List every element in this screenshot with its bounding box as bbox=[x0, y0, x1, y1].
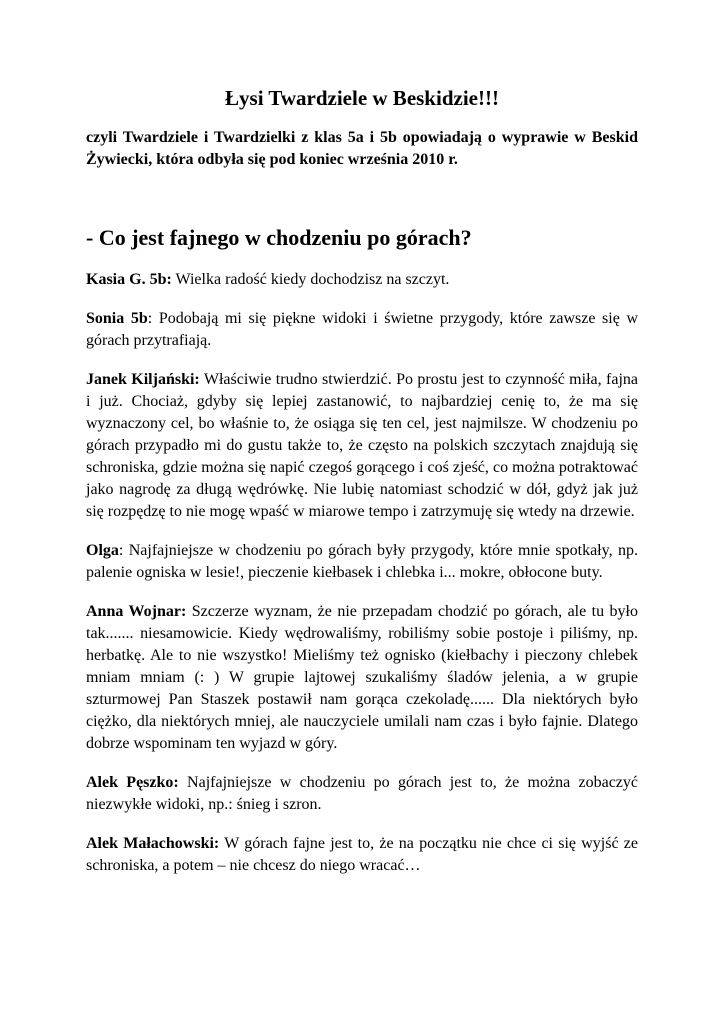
answer-text: Właściwie trudno stwierdzić. Po prostu jest to czynność miła, fajna i już. Chociaż, gdyby się lepiej zastanowić, to najbardziej cenię to, że ma się wyznaczony cel, bo właśnie to, że osiąga się ten cel, jest najmilsze. W chodzeniu po górach przypadło mi do gustu także to, że często na polskich szczytach znajdują się schroniska, gdzie można się napić czegoś gorącego i coś zjeść, co można potraktować jako nagrodę za długą wędrówkę. Nie lubię natomiast schodzić w dół, gdyż jak już się rozpędzę to nie mogę wpaść w miarowe tempo i zatrzymuję się wtedy na drzewie. bbox=[86, 371, 638, 520]
answer-paragraph bbox=[86, 308, 638, 352]
answer-text: W górach fajne jest to, że na początku nie chce ci się wyjść ze schroniska, a potem – nie chcesz do niego wracać… bbox=[86, 835, 639, 874]
answer-paragraph bbox=[86, 540, 638, 584]
document-page bbox=[86, 84, 638, 894]
answer-text: Szczerze wyznam, że nie przepadam chodzić po górach, ale tu było tak....... niesamowicie. Kiedy wędrowaliśmy, robiliśmy sobie postoje i piliśmy, np. herbatkę. Ale to nie wszystko! Mieliśmy też ognisko (kiełbachy i pieczony chlebek mniam mniam (: ) W grupie lajtowej szukaliśmy śladów jelenia, a w grupie szturmowej Pan Staszek postawił nam gorąca czekoladę...... Dla niektórych było ciężko, dla niektórych mniej, ale nauczyciele umilali nam czas i było fajnie. Dlatego dobrze wspominam ten wyjazd w góry. bbox=[86, 603, 639, 752]
document-title: Łysi Twardziele w Beskidzie!!! bbox=[225, 86, 499, 110]
speaker-name: Kasia G. 5b: bbox=[86, 271, 172, 288]
speaker-name: Alek Pęszko: bbox=[86, 774, 179, 791]
speaker-name: Sonia 5b bbox=[86, 310, 148, 327]
speaker-separator: : bbox=[118, 542, 129, 559]
speaker-name: Alek Małachowski: bbox=[86, 835, 220, 852]
speaker-name: Anna Wojnar: bbox=[86, 603, 187, 620]
speaker-separator bbox=[179, 774, 187, 791]
speaker-separator: : bbox=[147, 310, 159, 327]
answer-paragraph bbox=[86, 772, 638, 816]
answer-text: Podobają mi się piękne widoki i świetne przygody, które zawsze się w górach przytrafiają. bbox=[86, 310, 639, 349]
speaker-name: Olga bbox=[86, 542, 119, 559]
answer-text: Wielka radość kiedy dochodzisz na szczyt. bbox=[175, 271, 450, 288]
answer-paragraph bbox=[86, 601, 638, 755]
answer-paragraph bbox=[86, 833, 638, 877]
answer-paragraph bbox=[86, 369, 638, 523]
question-heading: - Co jest fajnego w chodzeniu po górach? bbox=[86, 225, 472, 250]
speaker-name: Janek Kiljański: bbox=[86, 371, 200, 388]
answer-text: Najfajniejsze w chodzeniu po górach były przygody, które mnie spotkały, np. palenie ogniska w lesie!, pieczenie kiełbasek i chlebka i... mokre, obłocone buty. bbox=[86, 542, 638, 581]
document-subtitle: czyli Twardziele i Twardzielki z klas 5a i 5b opowiadają o wyprawie w Beskid Żywiecki, która odbyła się pod koniec września 2010 r. bbox=[86, 129, 638, 168]
answer-paragraph bbox=[86, 269, 638, 291]
answer-text: Najfajniejsze w chodzeniu po górach jest to, że można zobaczyć niezwykłe widoki, np.: śnieg i szron. bbox=[86, 774, 639, 813]
